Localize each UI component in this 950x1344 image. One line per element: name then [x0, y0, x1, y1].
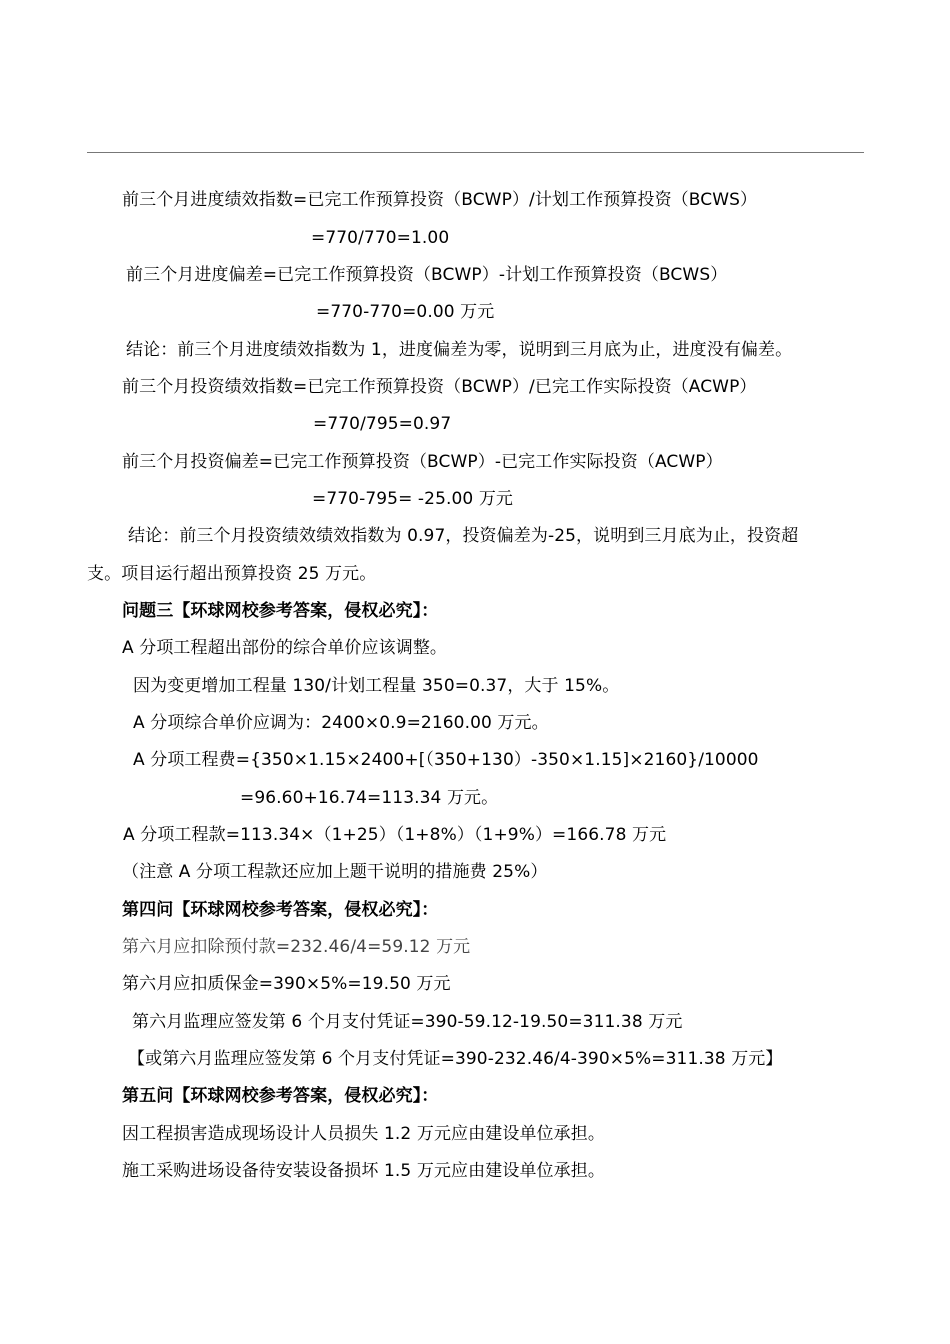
cost-conclusion-line: 结论：前三个月投资绩效绩效指数为 0.97，投资偏差为-25，说明到三月底为止，投资超 — [128, 526, 799, 546]
payment-certificate-alt-line: 【或第六月监理应签发第 6 个月支付凭证=390-232.46/4-390×5%=311.38 万元】 — [128, 1049, 783, 1069]
a-item-adjust-line: A 分项工程超出部份的综合单价应该调整。 — [122, 638, 448, 658]
a-item-cost-result-line: =96.60+16.74=113.34 万元。 — [240, 788, 499, 808]
note-line: （注意 A 分项工程款还应加上题干说明的措施费 25%） — [122, 862, 548, 882]
a-item-cost-formula-line: A 分项工程费={350×1.15×2400+[（350+130）-350×1.15]×2160}/10000 — [133, 750, 759, 770]
spi-result-line: =770/770=1.00 — [311, 228, 450, 248]
retention-deduction-line: 第六月应扣质保金=390×5%=19.50 万元 — [122, 974, 451, 994]
quantity-change-line: 因为变更增加工程量 130/计划工程量 350=0.37，大于 15%。 — [133, 676, 620, 696]
cost-conclusion-continued: 支。项目运行超出预算投资 25 万元。 — [87, 564, 377, 584]
unit-price-line: A 分项综合单价应调为：2400×0.9=2160.00 万元。 — [133, 713, 549, 733]
sv-formula-line: 前三个月进度偏差=已完工作预算投资（BCWP）-计划工作预算投资（BCWS） — [126, 265, 728, 285]
question-four-heading: 第四问【环球网校参考答案，侵权必究】： — [122, 900, 439, 920]
spi-formula-line: 前三个月进度绩效指数=已完工作预算投资（BCWP）/计划工作预算投资（BCWS） — [122, 190, 758, 210]
designer-loss-line: 因工程损害造成现场设计人员损失 1.2 万元应由建设单位承担。 — [122, 1124, 605, 1144]
advance-deduction-line: 第六月应扣除预付款=232.46/4=59.12 万元 — [122, 937, 471, 957]
question-three-heading: 问题三【环球网校参考答案，侵权必究】： — [122, 601, 439, 621]
cpi-result-line: =770/795=0.97 — [313, 414, 452, 434]
schedule-conclusion-line: 结论：前三个月进度绩效指数为 1，进度偏差为零，说明到三月底为止，进度没有偏差。 — [126, 340, 793, 360]
sv-result-line: =770-770=0.00 万元 — [316, 302, 495, 322]
a-item-payment-line: A 分项工程款=113.34×（1+25）（1+8%）（1+9%）=166.78 万元 — [123, 825, 667, 845]
cv-formula-line: 前三个月投资偏差=已完工作预算投资（BCWP）-已完工作实际投资（ACWP） — [122, 452, 723, 472]
header-rule — [87, 152, 864, 153]
cpi-formula-line: 前三个月投资绩效指数=已完工作预算投资（BCWP）/已完工作实际投资（ACWP） — [122, 377, 757, 397]
payment-certificate-line: 第六月监理应签发第 6 个月支付凭证=390-59.12-19.50=311.38 万元 — [132, 1012, 683, 1032]
cv-result-line: =770-795= -25.00 万元 — [312, 489, 514, 509]
equipment-damage-line: 施工采购进场设备待安装设备损坏 1.5 万元应由建设单位承担。 — [122, 1161, 605, 1181]
question-five-heading: 第五问【环球网校参考答案，侵权必究】： — [122, 1086, 439, 1106]
